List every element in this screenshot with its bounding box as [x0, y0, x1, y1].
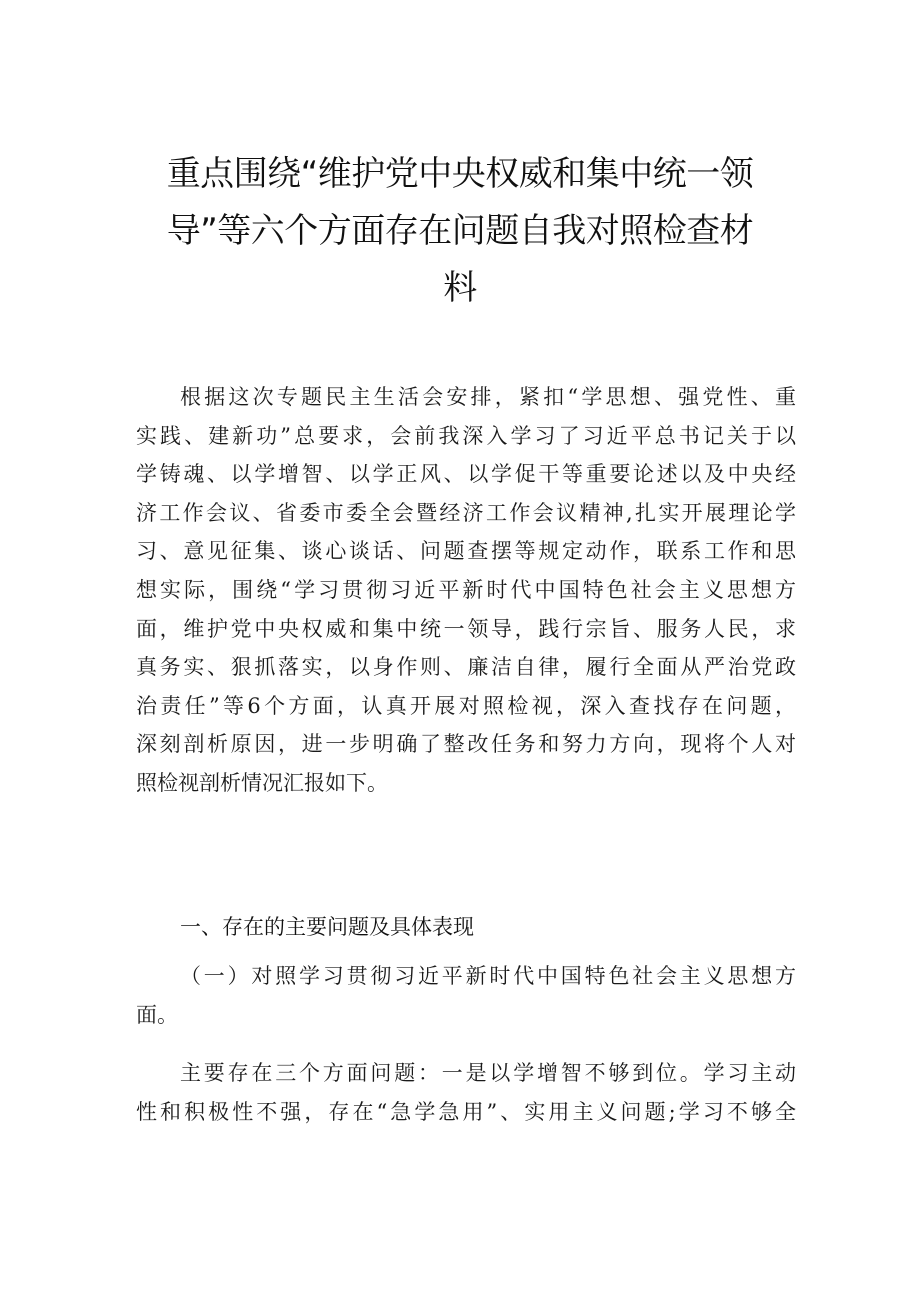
paragraph-line: 照检视剖析情况汇报如下。 [136, 770, 388, 795]
paragraph-line: （一）对照学习贯彻习近平新时代中国特色社会主义思想方 [180, 964, 796, 988]
main-paragraph [136, 1054, 796, 1131]
paragraph-line: 想实际，围绕“学习贯彻习近平新时代中国特色社会主义思想方 [136, 577, 796, 602]
paragraph-line: 深刻剖析原因，进一步明确了整改任务和努力方向，现将个人对 [136, 732, 796, 757]
paragraph-line: 主要存在三个方面问题：一是以学增智不够到位。学习主动 [180, 1061, 796, 1085]
paragraph-line: 真务实、狠抓落实，以身作则、廉洁自律，履行全面从严治党政 [136, 655, 796, 680]
subsection-heading [136, 957, 796, 1034]
paragraph-line: 治责任”等6个方面，认真开展对照检视，深入查找存在问题， [136, 693, 796, 718]
document-title [140, 146, 780, 317]
title-line: 导”等六个方面存在问题自我对照检查材 [166, 211, 754, 251]
paragraph-line: 面。 [136, 1002, 178, 1027]
paragraph-line: 根据这次专题民主生活会安排，紧扣“学思想、强党性、重 [180, 385, 796, 409]
paragraph-line: 实践、建新功”总要求，会前我深入学习了习近平总书记关于以 [136, 423, 796, 448]
paragraph-line: 学铸魂、以学增智、以学正风、以学促干等重要论述以及中央经 [136, 462, 796, 487]
title-line: 料 [443, 268, 477, 308]
paragraph-line: 习、意见征集、谈心谈话、问题查摆等规定动作，联系工作和思 [136, 539, 796, 564]
section-heading: 一、存在的主要问题及具体表现 [180, 915, 474, 939]
title-line: 重点围绕“维护党中央权威和集中统一领 [166, 154, 754, 194]
paragraph-line: 性和积极性不强，存在“急学急用”、实用主义问题;学习不够全 [136, 1099, 796, 1124]
paragraph-line: 济工作会议、省委市委全会暨经济工作会议精神,扎实开展理论学 [136, 500, 796, 525]
paragraph-line: 面，维护党中央权威和集中统一领导，践行宗旨、服务人民，求 [136, 616, 796, 641]
intro-paragraph [136, 378, 796, 803]
